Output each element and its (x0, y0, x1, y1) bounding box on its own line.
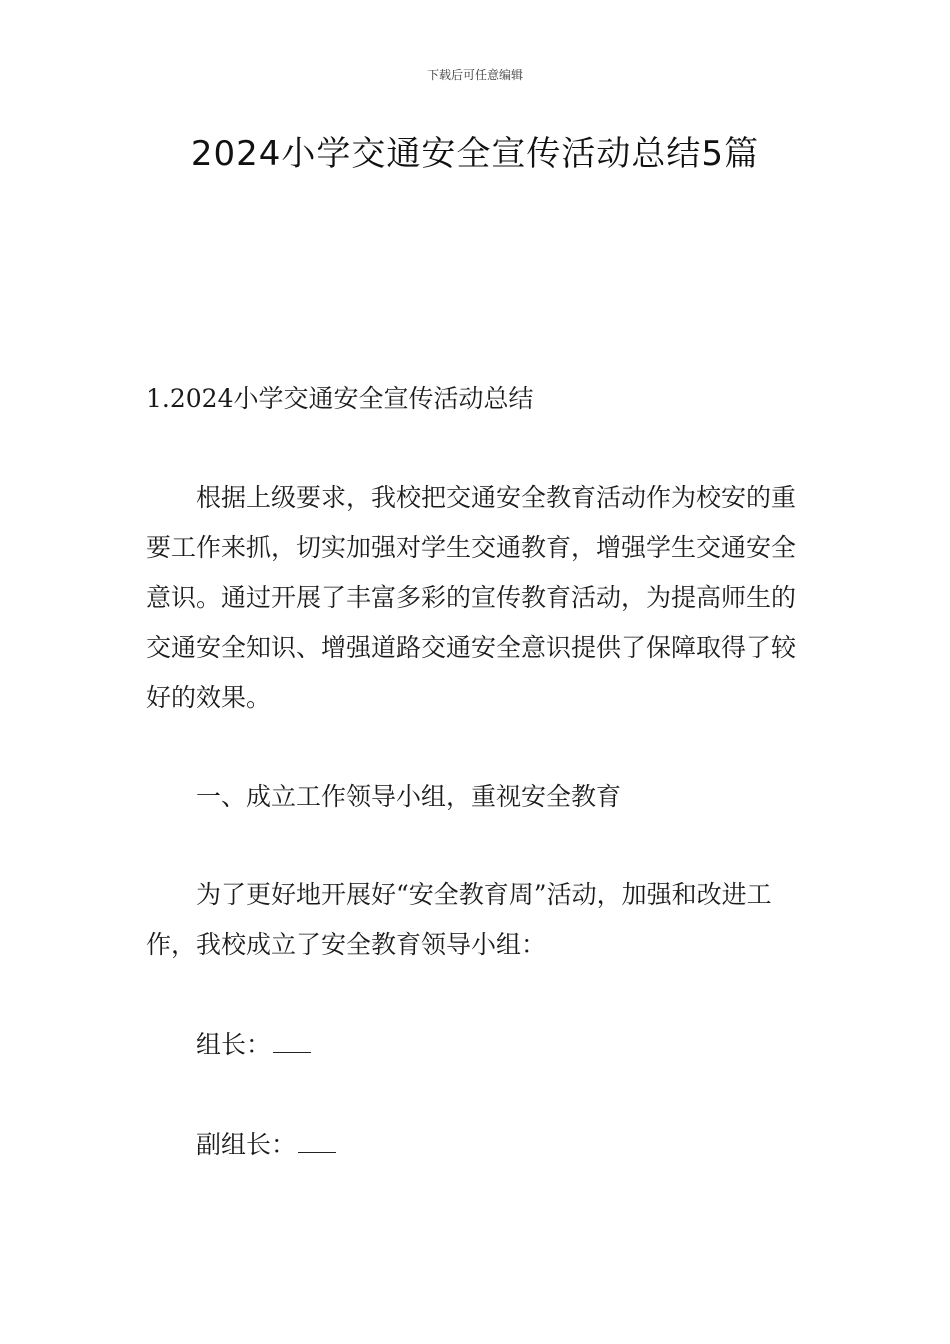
paragraph-intro: 根据上级要求，我校把交通安全教育活动作为校安的重要工作来抓，切实加强对学生交通教育，增强学生交通安全意识。通过开展了丰富多彩的宣传教育活动，为提高师生的交通安全知识、增强道路交通安全意识提供了保障取得了较好的效果。 (146, 483, 797, 712)
leader-label: 组长： (196, 1030, 272, 1059)
section-title: 1.2024小学交通安全宣传活动总结 (146, 384, 534, 413)
leader-line (146, 1020, 810, 1070)
paragraph-leadership: 为了更好地开展好“安全教育周”活动，加强和改进工作，我校成立了安全教育领导小组： (146, 880, 772, 959)
deputy-leader-label: 副组长： (196, 1130, 297, 1159)
leader-blank (273, 1030, 311, 1053)
heading-leadership-group: 一、成立工作领导小组，重视安全教育 (196, 782, 622, 811)
deputy-leader-blank (298, 1130, 336, 1153)
header-note: 下载后可任意编辑 (426, 68, 523, 82)
deputy-leader-line (146, 1120, 810, 1170)
document-title: 2024小学交通安全宣传活动总结5篇 (190, 134, 760, 174)
